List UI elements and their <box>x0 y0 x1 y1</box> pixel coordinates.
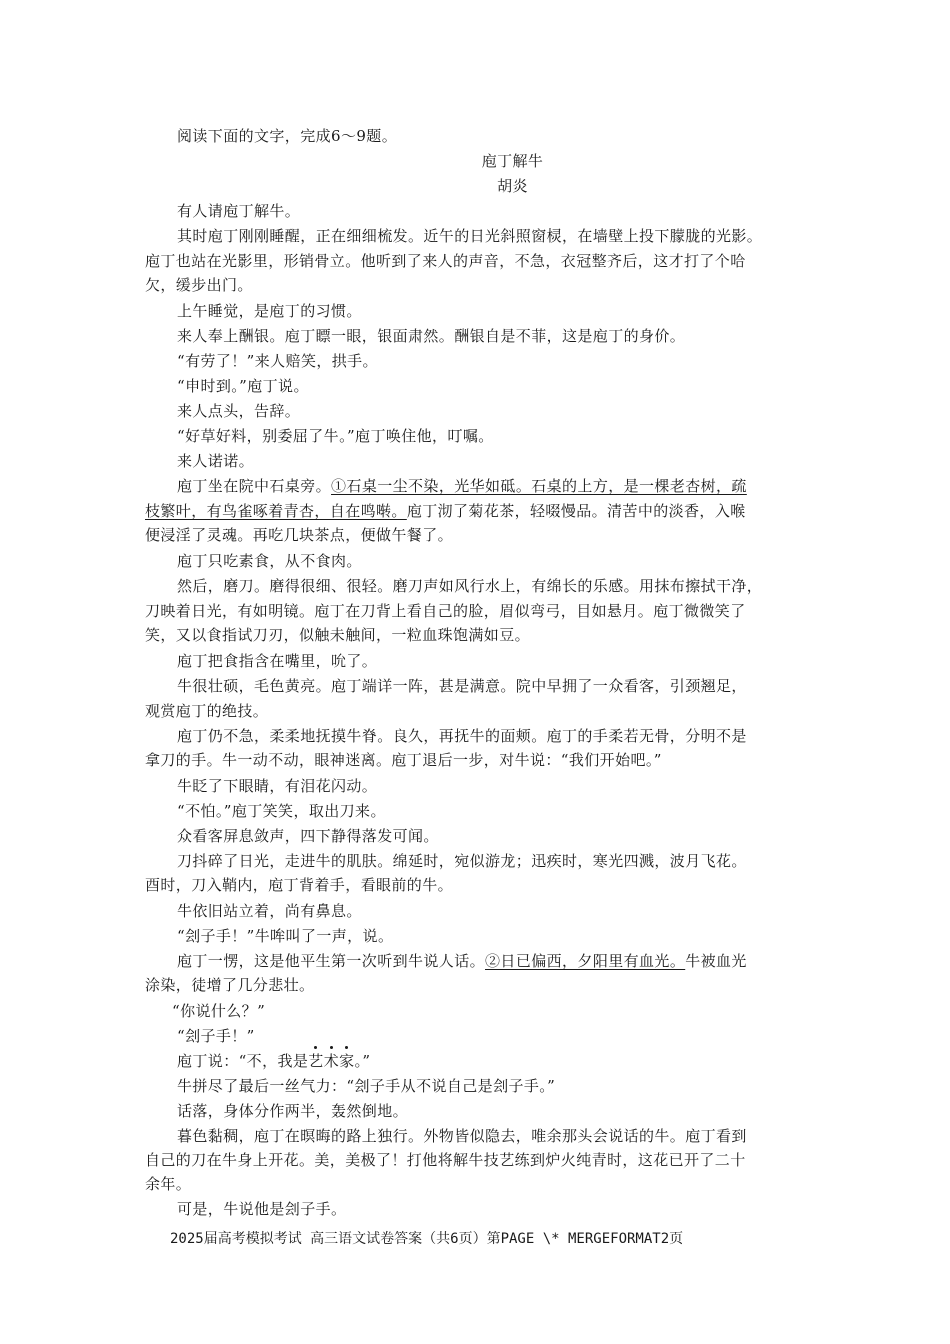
paragraph-line: 庖丁只吃素食，从不食肉。 <box>177 552 362 570</box>
text-span: 庖丁说：“不，我是 <box>177 1052 309 1070</box>
paragraph-line <box>145 500 746 522</box>
paragraph-line: 自己的刀在牛身上开花。美，美极了！打他将解牛技艺练到炉火纯青时，这花已开了二十 <box>145 1151 746 1169</box>
text-span: 庖丁一愣，这是他平生第一次听到牛说人话。 <box>177 952 486 970</box>
text-span: 庖丁沏了菊花茶，轻啜慢品。清苦中的淡香，入喉 <box>406 502 746 520</box>
emphasis-char: 家 <box>339 1052 355 1070</box>
paragraph-line: 可是，牛说他是刽子手。 <box>177 1200 347 1218</box>
text-span: 。” <box>354 1052 371 1070</box>
page-footer: 2025届高考模拟考试 高三语文试卷答案（共6页）第PAGE \* MERGEFORMAT2页 <box>170 1231 684 1247</box>
paragraph-line: 牛很壮硕，毛色黄亮。庖丁端详一阵，甚是满意。院中早拥了一众看客，引颈翘足， <box>177 677 747 695</box>
paragraph-line: 观赏庖丁的绝技。 <box>145 702 269 720</box>
underlined-sentence-1-cont: 枝繁叶，有鸟雀啄着青杏，自在鸣啭。 <box>145 502 407 520</box>
paragraph-line: 来人诺诺。 <box>177 452 255 470</box>
paragraph-line: 刀抖碎了日光，走进牛的肌肤。绵延时，宛似游龙；迅疾时，寒光四溅，波月飞花。 <box>177 852 747 870</box>
paragraph-line: 便浸淫了灵魂。再吃几块茶点，便做午餐了。 <box>145 526 454 544</box>
paragraph-line: “刽子手！” <box>177 1027 255 1045</box>
instruction: 阅读下面的文字，完成6～9题。 <box>177 127 398 145</box>
paragraph-line: 涂染，徒增了几分悲壮。 <box>145 976 315 994</box>
text-span: 牛被血光 <box>685 952 747 970</box>
underlined-sentence-1: ①石桌一尘不染，光华如砥。石桌的上方，是一棵老杏树，疏 <box>331 477 747 495</box>
paragraph-line: “申时到。”庖丁说。 <box>177 377 309 395</box>
emphasis-char: 术 <box>323 1052 340 1070</box>
emphasis-char: 艺 <box>308 1052 324 1070</box>
paragraph-line: 然后，磨刀。磨得很细、很轻。磨刀声如风行水上，有绵长的乐感。用抹布擦拭干净， <box>177 577 763 595</box>
paragraph-line: 其时庖丁刚刚睡醒，正在细细梳发。近午的日光斜照窗棂，在墙壁上投下朦胧的光影。 <box>177 227 763 245</box>
paragraph-line: 上午睡觉，是庖丁的习惯。 <box>177 302 362 320</box>
paragraph-line: 欠，缓步出门。 <box>145 276 253 294</box>
paragraph-line: 庖丁也站在光影里，形销骨立。他听到了来人的声音，不急，衣冠整齐后，这才打了个哈 <box>145 252 746 270</box>
paragraph-line: 来人奉上酬银。庖丁瞟一眼，银面肃然。酬银自是不菲，这是庖丁的身价。 <box>177 327 686 345</box>
text-span: 庖丁坐在院中石桌旁。 <box>177 477 332 495</box>
paragraph-line: “你说什么？” <box>172 1002 266 1020</box>
paragraph-line: 余年。 <box>145 1175 192 1193</box>
story-author: 胡炎 <box>497 177 528 195</box>
underlined-sentence-2: ②日已偏西，夕阳里有血光。 <box>485 952 686 970</box>
paragraph-line: 牛眨了下眼睛，有泪花闪动。 <box>177 777 378 795</box>
paragraph-line: 有人请庖丁解牛。 <box>177 202 301 220</box>
paragraph-line: 暮色黏稠，庖丁在暝晦的路上独行。外物皆似隐去，唯余那头会说话的牛。庖丁看到 <box>177 1127 747 1145</box>
paragraph-line: “好草好料，别委屈了牛。”庖丁唤住他，叮嘱。 <box>177 427 494 445</box>
paragraph-line <box>177 950 747 972</box>
paragraph-line: 庖丁把食指含在嘴里，吮了。 <box>177 652 378 670</box>
paragraph-line: 笑，又以食指试刀刃，似触未触间，一粒血珠饱满如豆。 <box>145 626 531 644</box>
story-title: 庖丁解牛 <box>481 152 544 170</box>
paragraph-line: 拿刀的手。牛一动不动，眼神迷离。庖丁退后一步，对牛说：“我们开始吧。” <box>145 751 662 769</box>
paragraph-line: 酉时，刀入鞘内，庖丁背着手，看眼前的牛。 <box>145 876 454 894</box>
paragraph-line: 牛依旧站立着，尚有鼻息。 <box>177 902 362 920</box>
paragraph-line: 庖丁仍不急，柔柔地抚摸牛脊。良久，再抚牛的面颊。庖丁的手柔若无骨，分明不是 <box>177 727 747 745</box>
paragraph-line <box>177 475 747 497</box>
paragraph-line: 刀映着日光，有如明镜。庖丁在刀背上看自己的脸，眉似弯弓，目如悬月。庖丁微微笑了 <box>145 602 746 620</box>
paragraph-line: 来人点头，告辞。 <box>177 402 301 420</box>
paragraph-line: 众看客屏息敛声，四下静得落发可闻。 <box>177 827 439 845</box>
paragraph-line: 牛拼尽了最后一丝气力：“刽子手从不说自己是刽子手。” <box>177 1077 556 1095</box>
paragraph-line: “有劳了！”来人赔笑，拱手。 <box>177 352 378 370</box>
paragraph-line <box>177 1050 370 1072</box>
paragraph-line: “刽子手！”牛哞叫了一声，说。 <box>177 927 394 945</box>
paragraph-line: “不怕。”庖丁笑笑，取出刀来。 <box>177 802 386 820</box>
paragraph-line: 话落，身体分作两半，轰然倒地。 <box>177 1102 409 1120</box>
